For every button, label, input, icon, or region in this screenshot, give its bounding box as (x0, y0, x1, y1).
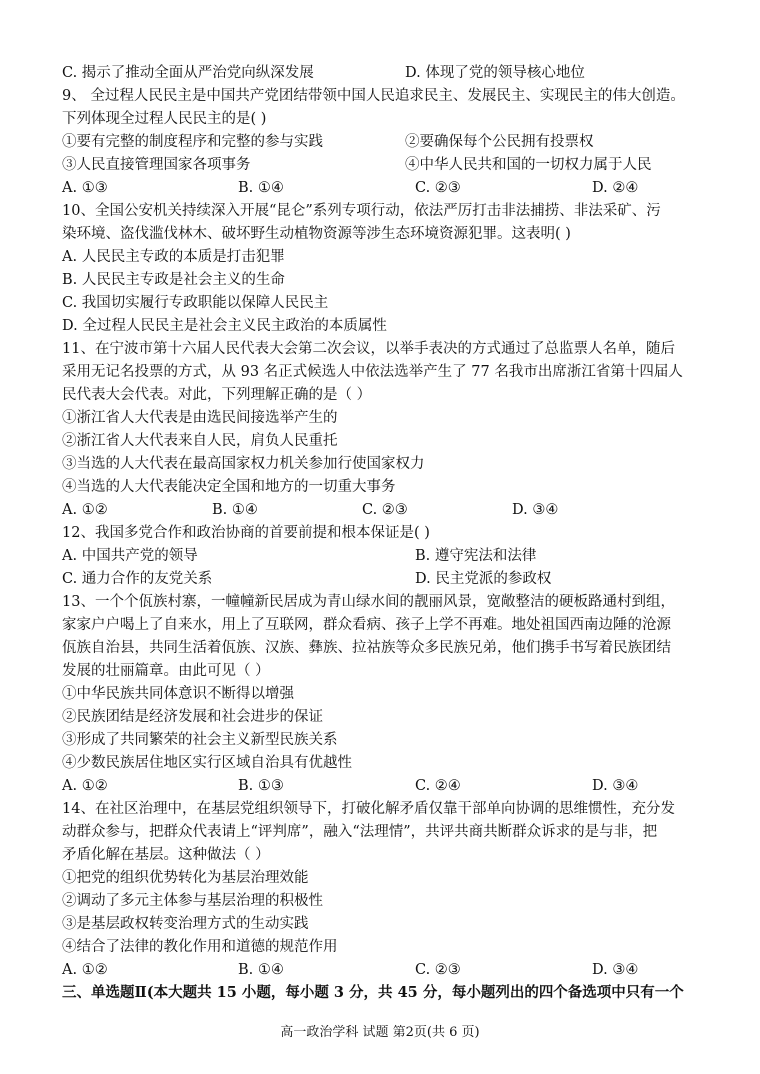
q14-statement-2: ②调动了多元主体参与基层治理的积极性 (62, 893, 323, 909)
q9-statement-2: ②要确保每个公民拥有投票权 (405, 134, 594, 150)
q13-stem-line4: 发展的壮丽篇章。由此可见（ ） (62, 663, 270, 679)
q11-statement-4: ④当选的人大代表能决定全国和地方的一切重大事务 (62, 479, 396, 495)
q10-stem-line2: 染环境、盗伐滥伐林木、破坏野生动植物资源等涉生态环境资源犯罪。这表明( ) (62, 226, 571, 242)
q14-stem-line2: 动群众参与，把群众代表请上“评判席”，融入“法理情”，共评共商共断群众诉求的是与非，把 (62, 824, 658, 840)
q9-option-d: D. ②④ (592, 180, 639, 196)
q12-option-d: D. 民主党派的参政权 (415, 571, 552, 587)
q13-statement-2: ②民族团结是经济发展和社会进步的保证 (62, 709, 323, 725)
q9-statement-4: ④中华人民共和国的一切权力属于人民 (405, 157, 652, 173)
q11-option-b: B. ①④ (212, 502, 258, 518)
q14-option-b: B. ①④ (238, 962, 284, 978)
q12-option-b: B. 遵守宪法和法律 (415, 548, 537, 564)
q13-statement-4: ④少数民族居住地区实行区域自治具有优越性 (62, 755, 352, 771)
q13-option-d: D. ③④ (592, 778, 639, 794)
q13-stem-line1: 13、一个个佤族村寨，一幢幢新民居成为青山绿水间的靓丽风景，宽敞整洁的硬板路通村到组， (62, 594, 675, 610)
q12-stem: 12、我国多党合作和政治协商的首要前提和根本保证是( ) (62, 525, 430, 541)
q11-option-d: D. ③④ (512, 502, 559, 518)
q14-statement-3: ③是基层政权转变治理方式的生动实践 (62, 916, 309, 932)
q8-option-c: C. 揭示了推动全面从严治党向纵深发展 (62, 65, 314, 81)
q10-option-b: B. 人民民主专政是社会主义的生命 (62, 272, 285, 288)
q8-option-d: D. 体现了党的领导核心地位 (405, 65, 585, 81)
q13-option-c: C. ②④ (415, 778, 461, 794)
q11-stem-line2: 采用无记名投票的方式，从 93 名正式候选人中依法选举产生了 77 名我市出席浙江省第十四届人 (62, 364, 683, 380)
q11-option-a: A. ①② (62, 502, 108, 518)
q13-stem-line2: 家家户户喝上了自来水，用上了互联网，群众看病、孩子上学不再难。地处祖国西南边陲的沧源 (62, 617, 671, 633)
q14-stem-line1: 14、在社区治理中，在基层党组织领导下，打破化解矛盾仅靠干部单向协调的思维惯性，充分发 (62, 801, 675, 817)
q13-statement-1: ①中华民族共同体意识不断得以增强 (62, 686, 294, 702)
q14-option-a: A. ①② (62, 962, 108, 978)
q14-option-d: D. ③④ (592, 962, 639, 978)
q11-statement-3: ③当选的人大代表在最高国家权力机关参加行使国家权力 (62, 456, 425, 472)
q10-stem-line1: 10、全国公安机关持续深入开展“昆仑”系列专项行动，依法严厉打击非法捕捞、非法采矿、污 (62, 203, 661, 219)
q13-stem-line3: 佤族自治县，共同生活着佤族、汉族、彝族、拉祜族等众多民族兄弟，他们携手书写着民族团结 (62, 640, 671, 656)
q9-option-a: A. ①③ (62, 180, 108, 196)
q14-stem-line3: 矛盾化解在基层。这种做法（ ） (62, 847, 270, 863)
q14-option-c: C. ②③ (415, 962, 461, 978)
q10-option-a: A. 人民民主专政的本质是打击犯罪 (62, 249, 285, 265)
q13-statement-3: ③形成了共同繁荣的社会主义新型民族关系 (62, 732, 338, 748)
q13-option-b: B. ①③ (238, 778, 284, 794)
q11-statement-1: ①浙江省人大代表是由选民间接选举产生的 (62, 410, 338, 426)
q14-statement-1: ①把党的组织优势转化为基层治理效能 (62, 870, 309, 886)
q12-option-a: A. 中国共产党的领导 (62, 548, 198, 564)
q14-statement-4: ④结合了法律的教化作用和道德的规范作用 (62, 939, 338, 955)
q9-option-c: C. ②③ (415, 180, 461, 196)
q11-statement-2: ②浙江省人大代表来自人民，肩负人民重托 (62, 433, 338, 449)
page-footer: 高一政治学科 试题 第2页(共 6 页) (280, 1025, 480, 1040)
q12-option-c: C. 通力合作的友党关系 (62, 571, 213, 587)
q11-stem-line1: 11、在宁波市第十六届人民代表大会第二次会议，以举手表决的方式通过了总监票人名单，随后 (62, 341, 675, 357)
q11-option-c: C. ②③ (362, 502, 408, 518)
q13-option-a: A. ①② (62, 778, 108, 794)
q9-statement-1: ①要有完整的制度程序和完整的参与实践 (62, 134, 323, 150)
q9-stem-line1: 9、 全过程人民民主是中国共产党团结带领中国人民追求民主、发展民主、实现民主的伟大创造。 (62, 88, 685, 104)
q10-option-d: D. 全过程人民民主是社会主义民主政治的本质属性 (62, 318, 387, 334)
q9-stem-line2: 下列体现全过程人民民主的是( ) (62, 111, 267, 127)
q10-option-c: C. 我国切实履行专政职能以保障人民民主 (62, 295, 329, 311)
q9-option-b: B. ①④ (238, 180, 284, 196)
q9-statement-3: ③人民直接管理国家各项事务 (62, 157, 251, 173)
section-3-heading: 三、单选题Ⅱ(本大题共 15 小题，每小题 3 分，共 45 分，每小题列出的四个备选项中只有一个 (62, 984, 684, 1001)
q11-stem-line3: 民代表大会代表。对此，下列理解正确的是（ ） (62, 387, 372, 403)
